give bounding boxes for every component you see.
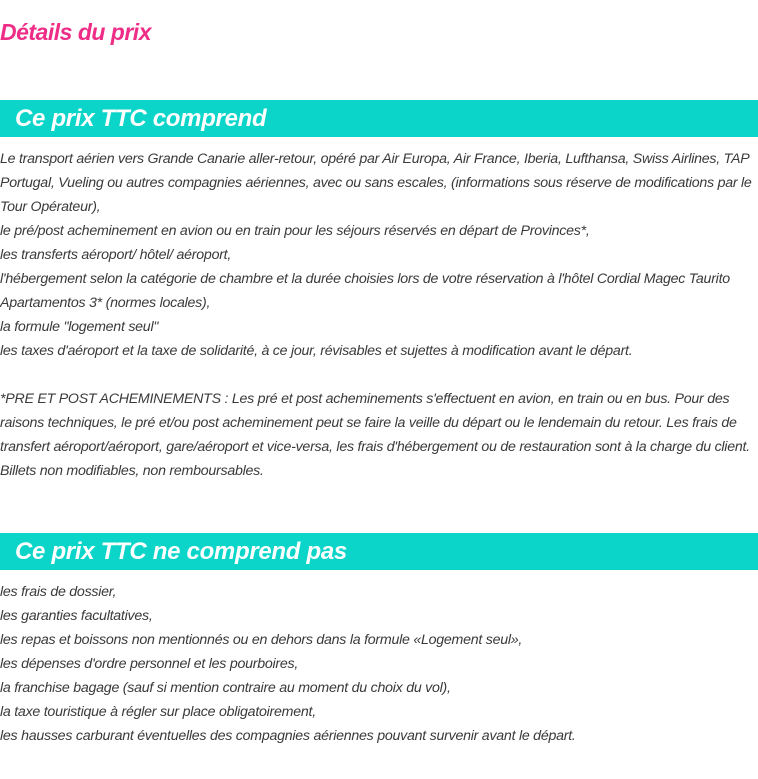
includes-item-accommodation: l'hébergement selon la catégorie de chambre et la durée choisies lors de votre réservation à l'hôtel Cordial Magec Taurito Apartamentos 3* (normes locales),: [0, 271, 730, 311]
includes-item-taxes: les taxes d'aéroport et la taxe de solidarité, à ce jour, révisables et sujettes à modification avant le départ.: [0, 343, 633, 359]
includes-section-header: Ce prix TTC comprend: [0, 100, 758, 137]
includes-item-transport: Le transport aérien vers Grande Canarie aller-retour, opéré par Air Europa, Air France, Iberia, Lufthansa, Swiss Airlines, TAP Portugal, Vueling ou autres compagnies aériennes, avec ou sans escales, (informations sous réserve de modifications par le Tour Opérateur),: [0, 151, 752, 215]
includes-list: [0, 147, 758, 363]
excludes-item-file-fees: les frais de dossier,: [0, 584, 117, 600]
pre-post-note: *PRE ET POST ACHEMINEMENTS : Les pré et post acheminements s'effectuent en avion, en train ou en bus. Pour des raisons techniques, le pré et/ou post acheminement peut se faire la veille du départ ou le lendemain du retour. Les frais de transfert aéroport/aéroport, gare/aéroport et vice-versa, les frais d'hébergement ou de restauration sont à la charge du client. Billets non modifiables, non remboursables.: [0, 391, 750, 479]
includes-item-pre-post: le pré/post acheminement en avion ou en train pour les séjours réservés en départ de Provinces*,: [0, 223, 590, 239]
page-title: Détails du prix: [0, 19, 151, 45]
includes-item-formula: la formule "logement seul": [0, 319, 159, 335]
excludes-item-guarantees: les garanties facultatives,: [0, 608, 153, 624]
includes-item-transfers: les transferts aéroport/ hôtel/ aéroport,: [0, 247, 232, 263]
excludes-item-meals: les repas et boissons non mentionnés ou en dehors dans la formule «Logement seul»,: [0, 632, 523, 648]
excludes-item-tourist-tax: la taxe touristique à régler sur place obligatoirement,: [0, 704, 316, 720]
excludes-item-baggage: la franchise bagage (sauf si mention contraire au moment du choix du vol),: [0, 680, 451, 696]
excludes-item-fuel-surcharge: les hausses carburant éventuelles des compagnies aériennes pouvant survenir avant le départ.: [0, 728, 576, 744]
excludes-item-personal-expenses: les dépenses d'ordre personnel et les pourboires,: [0, 656, 299, 672]
excludes-list: [0, 580, 758, 748]
excludes-section-header: Ce prix TTC ne comprend pas: [0, 533, 758, 570]
